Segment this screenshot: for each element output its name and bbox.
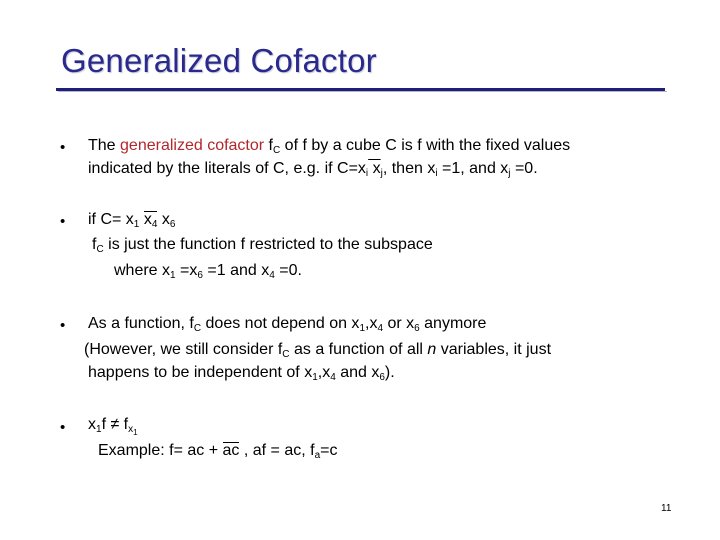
bullet-4-line-1: $x_1f \ne f_{x_1}$ — [88, 416, 138, 437]
title-underline-shadow — [58, 91, 667, 92]
bullet-2-line-3: where $x_1 =x_6 =1$ and $x_4 =0$. — [114, 262, 302, 281]
slide-title: Generalized Cofactor — [61, 42, 377, 79]
bullet-1-line-2: indicated by the literals of C, e.g. if $C=x_i$ $x_j$, then $x_i =1$, and $x_j =0$. — [88, 160, 538, 179]
bullet-3-line-3: happens to be independent of $x_1,x_4$ and $x_6$). — [88, 364, 395, 383]
bullet-2-line-1: if $C= x_1$ $x_4$ $x_6$ — [88, 211, 176, 230]
highlight-generalized-cofactor: generalized cofactor — [120, 137, 265, 154]
bullet-3-line-1: As a function, $f_C$ does not depend on $x_1,x_4$ or $x_6$ anymore — [88, 315, 487, 334]
bullet-3-marker: • — [60, 317, 66, 334]
bullet-2-marker: • — [60, 213, 66, 230]
bullet-1-line-1: The generalized cofactor $f_C$ of f by a cube C is f with the fixed values — [88, 137, 571, 156]
bullet-4-marker: • — [60, 419, 66, 436]
page-number: 11 — [661, 503, 672, 514]
bullet-2-line-2: $f_C$ is just the function f restricted to the subspace — [92, 236, 433, 255]
bullet-1-marker: • — [60, 139, 66, 156]
bullet-3-line-2: (However, we still consider $f_C$ as a function of all n variables, it just — [84, 341, 552, 360]
bullet-4-line-2: Example: f= ac + ac , af = ac, $f_a=c$ — [98, 442, 338, 461]
